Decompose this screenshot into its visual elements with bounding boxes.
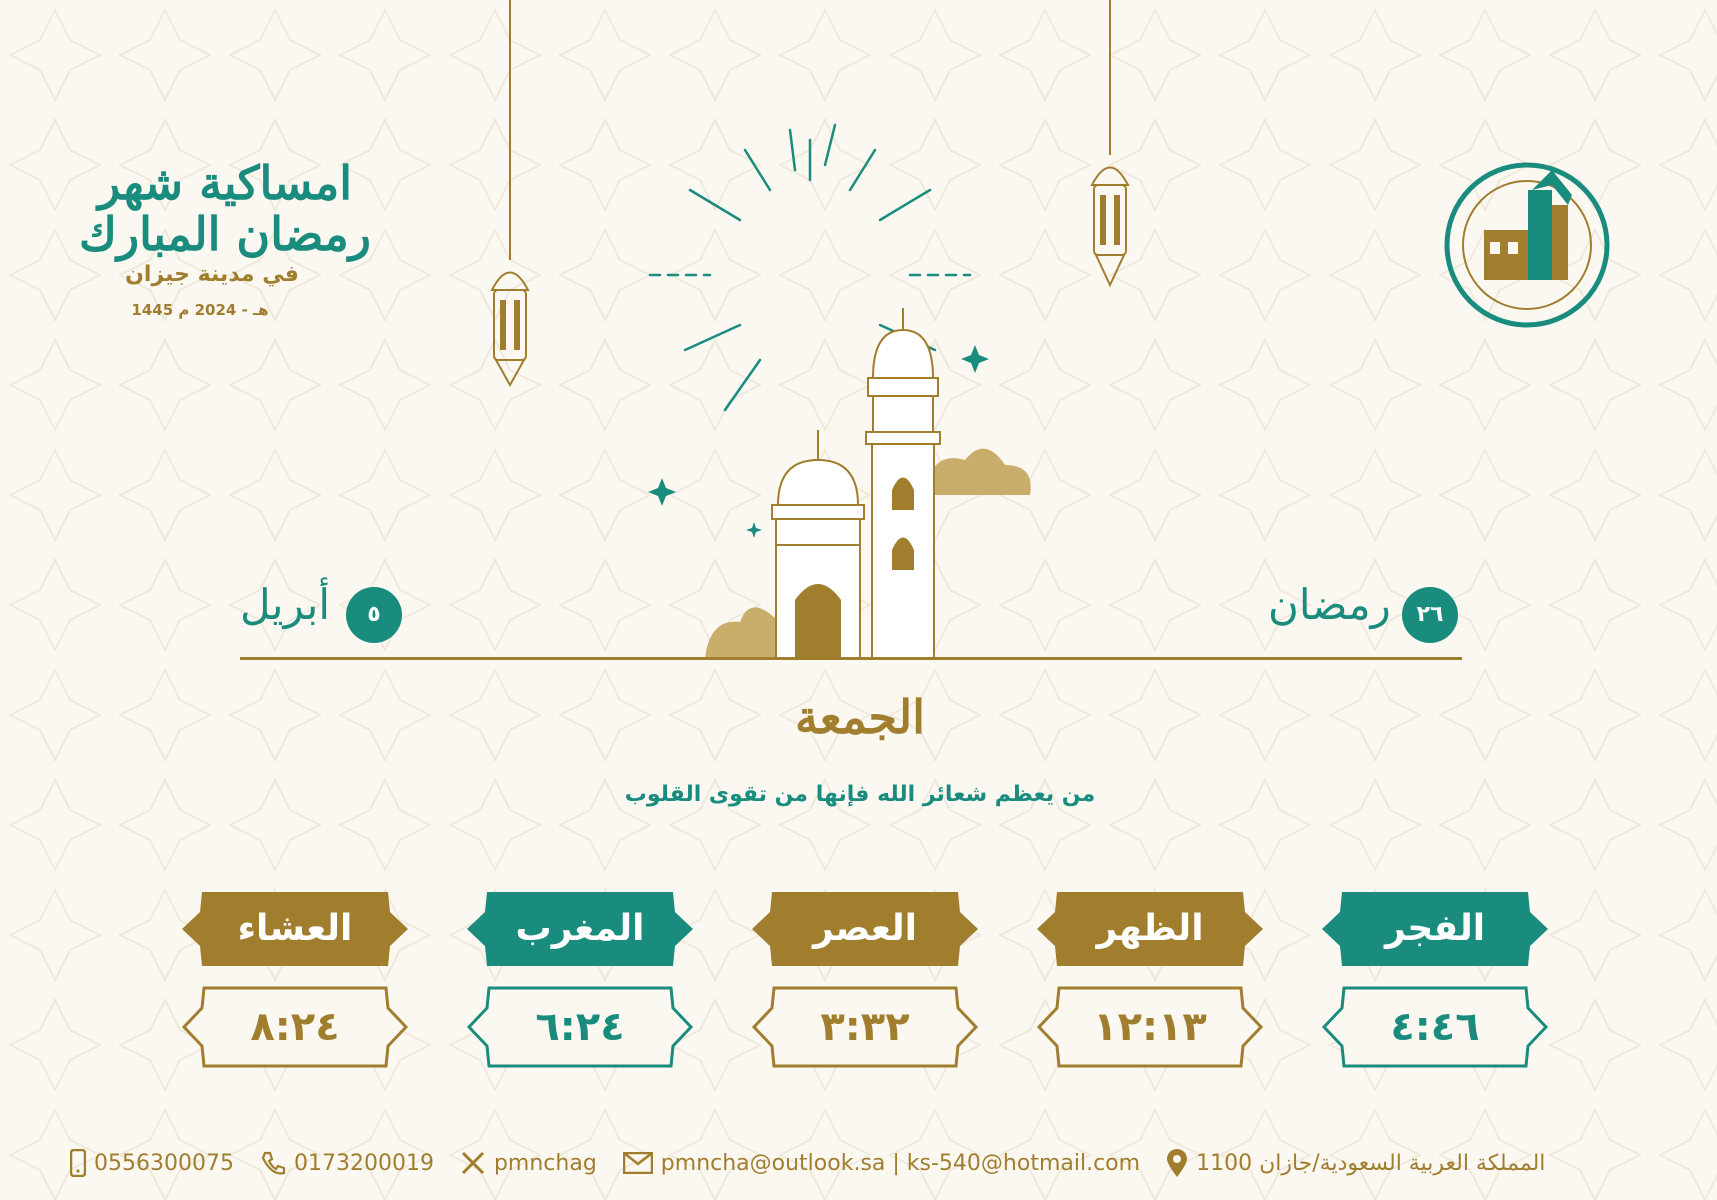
mobile-number: 0556300075 [94, 1150, 234, 1176]
horizon-divider [240, 657, 1462, 660]
mosque-icon [640, 300, 1040, 660]
lantern-icon [480, 0, 540, 400]
lantern-icon [1080, 0, 1140, 300]
gregorian-month: أبريل [240, 580, 331, 629]
address-text: المملكة العربية السعودية/جازان 1100 [1196, 1150, 1546, 1176]
day-name: الجمعة [795, 690, 925, 744]
gregorian-day-badge: ٥ [346, 587, 402, 643]
mobile-contact[interactable] [70, 1149, 234, 1177]
prayer-name: الفجر [1384, 908, 1486, 949]
footer-contacts [70, 1140, 1650, 1186]
location-icon [1166, 1148, 1188, 1178]
prayer-card [750, 888, 980, 1070]
prayer-name: الظهر [1096, 908, 1204, 949]
prayer-card [1035, 888, 1265, 1070]
address-contact [1166, 1148, 1545, 1178]
prayer-time: ٦:٢٤ [535, 1004, 625, 1050]
x-handle: pmnchag [493, 1150, 597, 1176]
hijri-month: رمضان [1268, 580, 1391, 629]
mobile-icon [70, 1149, 86, 1177]
prayer-card [1320, 888, 1550, 1070]
logo-icon [1432, 150, 1622, 340]
prayer-card [180, 888, 410, 1070]
prayer-time: ٣:٣٢ [820, 1004, 910, 1050]
page-title: امساكية شهر رمضان المبارك [79, 156, 371, 261]
prayer-name: العشاء [237, 908, 353, 949]
prayer-name: العصر [812, 908, 918, 949]
x-contact[interactable] [460, 1150, 597, 1176]
prayer-name: المغرب [515, 908, 645, 949]
email-contact[interactable] [623, 1151, 1140, 1176]
year-label: 1445 هـ - 2024 م [131, 301, 269, 319]
x-icon [460, 1150, 486, 1176]
hijri-day-badge: ٢٦ [1402, 587, 1458, 643]
phone-contact[interactable] [260, 1150, 434, 1176]
mail-icon [623, 1152, 653, 1174]
prayer-time: ٨:٢٤ [250, 1004, 340, 1050]
email-addresses: pmncha@outlook.sa | ks-540@hotmail.com [660, 1150, 1141, 1176]
prayer-time: ٤:٤٦ [1390, 1004, 1480, 1050]
prayer-time: ١٢:١٣ [1093, 1004, 1207, 1050]
city-subtitle: في مدينة جيزان [125, 262, 299, 287]
phone-icon [260, 1150, 286, 1176]
phone-number: 0173200019 [293, 1150, 434, 1176]
quran-verse: من يعظم شعائر الله فإنها من تقوى القلوب [624, 782, 1096, 807]
prayer-card [465, 888, 695, 1070]
